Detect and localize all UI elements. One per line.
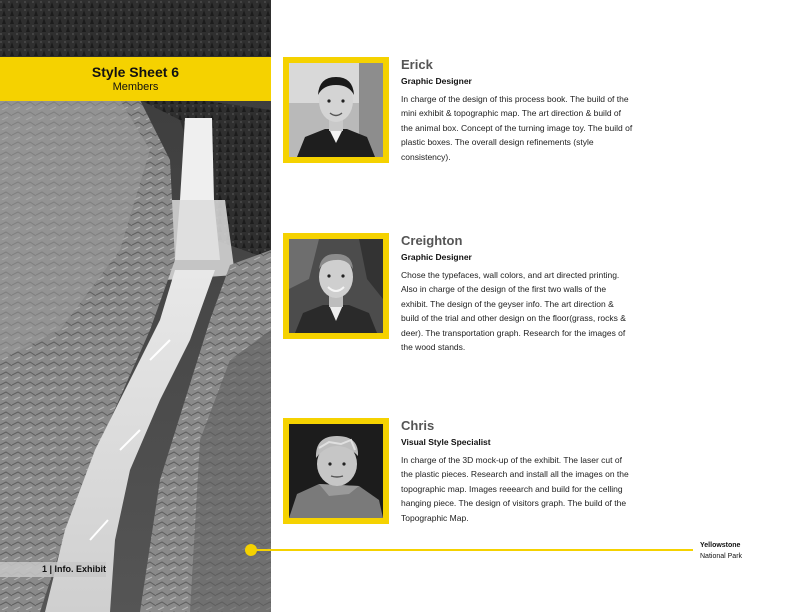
footer-line1: Yellowstone: [700, 542, 741, 549]
member-bio: In charge of the 3D mock-up of the exhibit. The laser cut of the plastic pieces. Research and install all the images on the topographic map. Images reeearch and build for the celling hanging piece. The design of visitors graph. The build of the Topographic Map.: [401, 455, 629, 523]
member-role: Graphic Designer: [401, 76, 472, 86]
footer-line2: National Park: [700, 553, 743, 560]
member-name: Chris: [401, 418, 435, 433]
title-banner: [0, 57, 271, 101]
banner-subtitle: Members: [112, 81, 159, 93]
member-bio: Chose the typefaces, wall colors, and art directed printing. Also in charge of the design of the first two walls of the exhibit. The design of the geyser info. The art direction & build of the trial and other design on the floor(grass, rocks & deer). The transportation graph. Research for the images of the wood stands.: [401, 270, 626, 353]
member-photo-frame: [283, 418, 389, 524]
footer-divider: [251, 549, 693, 551]
member-info: [401, 233, 633, 354]
member-portrait: [289, 424, 383, 518]
member-name: Erick: [401, 57, 433, 72]
member-portrait: [289, 63, 383, 157]
member-portrait: [289, 239, 383, 333]
member-info: [401, 57, 633, 164]
member-role: Visual Style Specialist: [401, 437, 491, 447]
member-role: Graphic Designer: [401, 252, 472, 262]
member-info: [401, 418, 633, 525]
member-name: Creighton: [401, 233, 463, 248]
footer-park-label: [700, 540, 742, 562]
banner-title: Style Sheet 6: [91, 64, 180, 80]
member-photo-frame: [283, 233, 389, 339]
member-photo-frame: [283, 57, 389, 163]
page-label: 1 | Info. Exhibit: [0, 562, 106, 577]
member-bio: In charge of the design of this process book. The build of the mini exhibit & topographic map. The art direction & build of the animal box. Concept of the turning image toy. The build of plastic boxes. The overall design refinements (style consistency).: [401, 94, 633, 162]
